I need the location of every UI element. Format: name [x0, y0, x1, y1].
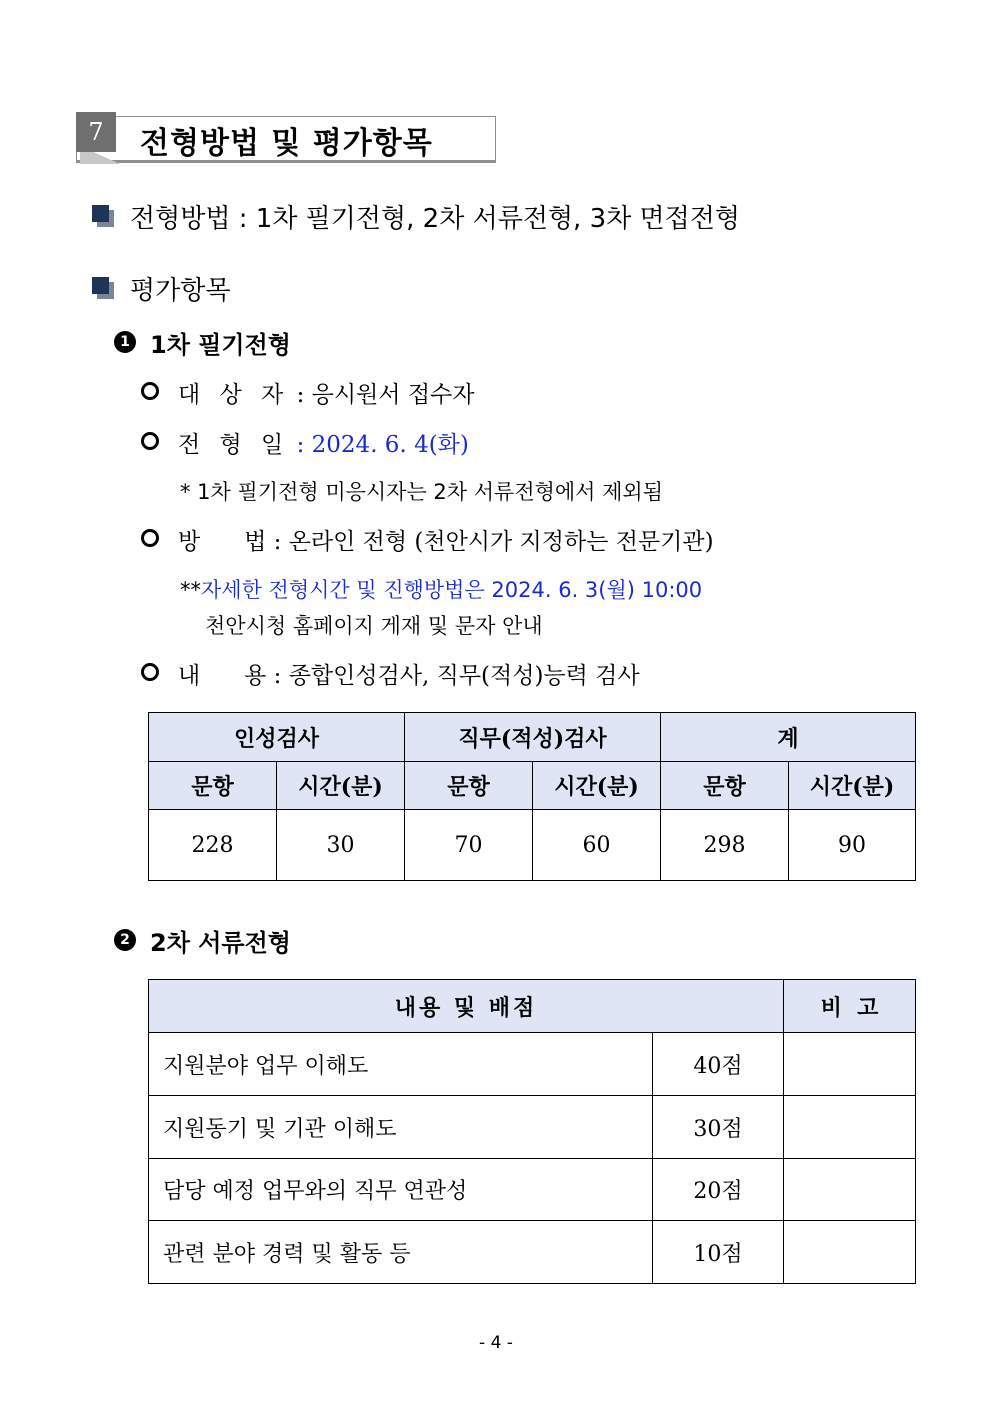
note-marker: **: [180, 578, 201, 602]
date-note: * 1차 필기전형 미응시자는 2차 서류전형에서 제외됨: [180, 480, 663, 504]
content-row: [178, 657, 640, 690]
criteria-note: [784, 1221, 916, 1284]
header-content-score: 내용 및 배점: [149, 980, 784, 1033]
criteria-note: [784, 1159, 916, 1221]
colon: :: [266, 529, 289, 555]
method-note: [180, 574, 702, 604]
date-row: [178, 426, 469, 459]
group-header-total: 계: [661, 713, 916, 762]
stage1-title: 1차 필기전형: [150, 331, 291, 359]
criteria-item: 담당 예정 업무와의 직무 연관성: [149, 1159, 653, 1221]
circle-bullet-icon: [141, 382, 159, 400]
criteria-score: 20점: [653, 1159, 784, 1221]
colon: :: [266, 663, 289, 689]
content-value: 종합인성검사, 직무(적성)능력 검사: [288, 663, 640, 689]
square-bullet-icon: [92, 277, 114, 299]
page-number: - 4 -: [479, 1333, 513, 1353]
date-value: 2024. 6. 4(화): [311, 432, 469, 458]
circle-bullet-icon: [141, 529, 159, 547]
criteria-item: 지원동기 및 기관 이해도: [149, 1096, 653, 1159]
stage2-title: 2차 서류전형: [150, 929, 291, 957]
document-review-table: [148, 979, 916, 1284]
eval-heading: 평가항목: [130, 276, 231, 306]
group-header-personality: 인성검사: [149, 713, 405, 762]
criteria-note: [784, 1033, 916, 1096]
circle-bullet-icon: [141, 663, 159, 681]
criteria-item: 지원분야 업무 이해도: [149, 1033, 653, 1096]
subheader-questions: 문항: [661, 762, 789, 810]
target-label: 대 상 자: [178, 382, 290, 408]
number-2-icon: 2: [114, 929, 136, 951]
table-cell: 90: [789, 810, 916, 881]
method-note-line2: 천안시청 홈페이지 게재 및 문자 안내: [205, 614, 543, 638]
criteria-note: [784, 1096, 916, 1159]
criteria-score: 30점: [653, 1096, 784, 1159]
table-cell: 228: [149, 810, 277, 881]
table-cell: 30: [277, 810, 405, 881]
method-label: 방 법: [178, 529, 267, 555]
method-line: 전형방법 : 1차 필기전형, 2차 서류전형, 3차 면접전형: [130, 204, 740, 234]
subheader-questions: 문항: [149, 762, 277, 810]
circle-bullet-icon: [141, 432, 159, 450]
table-cell: 70: [405, 810, 533, 881]
written-exam-table: [148, 712, 916, 881]
content-label: 내 용: [178, 663, 267, 689]
colon: :: [296, 382, 312, 408]
method-note-blue: 자세한 전형시간 및 진행방법은 2024. 6. 3(월) 10:00: [201, 578, 703, 602]
square-bullet-icon: [92, 205, 114, 227]
criteria-score: 10점: [653, 1221, 784, 1284]
method-row: [178, 523, 714, 556]
table-cell: 298: [661, 810, 789, 881]
colon: :: [296, 432, 312, 458]
section-title: 전형방법 및 평가항목: [140, 126, 433, 161]
method-value: 온라인 전형 (천안시가 지정하는 전문기관): [288, 529, 714, 555]
subheader-minutes: 시간(분): [789, 762, 916, 810]
group-header-aptitude: 직무(적성)검사: [405, 713, 661, 762]
subheader-questions: 문항: [405, 762, 533, 810]
table-cell: 60: [533, 810, 661, 881]
subheader-minutes: 시간(분): [533, 762, 661, 810]
criteria-item: 관련 분야 경력 및 활동 등: [149, 1221, 653, 1284]
target-value: 응시원서 접수자: [311, 382, 475, 408]
number-1-icon: 1: [114, 331, 136, 353]
target-row: [178, 376, 475, 409]
criteria-score: 40점: [653, 1033, 784, 1096]
subheader-minutes: 시간(분): [277, 762, 405, 810]
date-label: 전 형 일: [178, 432, 290, 458]
header-remarks: 비 고: [784, 980, 916, 1033]
section-number: 7: [76, 112, 116, 152]
